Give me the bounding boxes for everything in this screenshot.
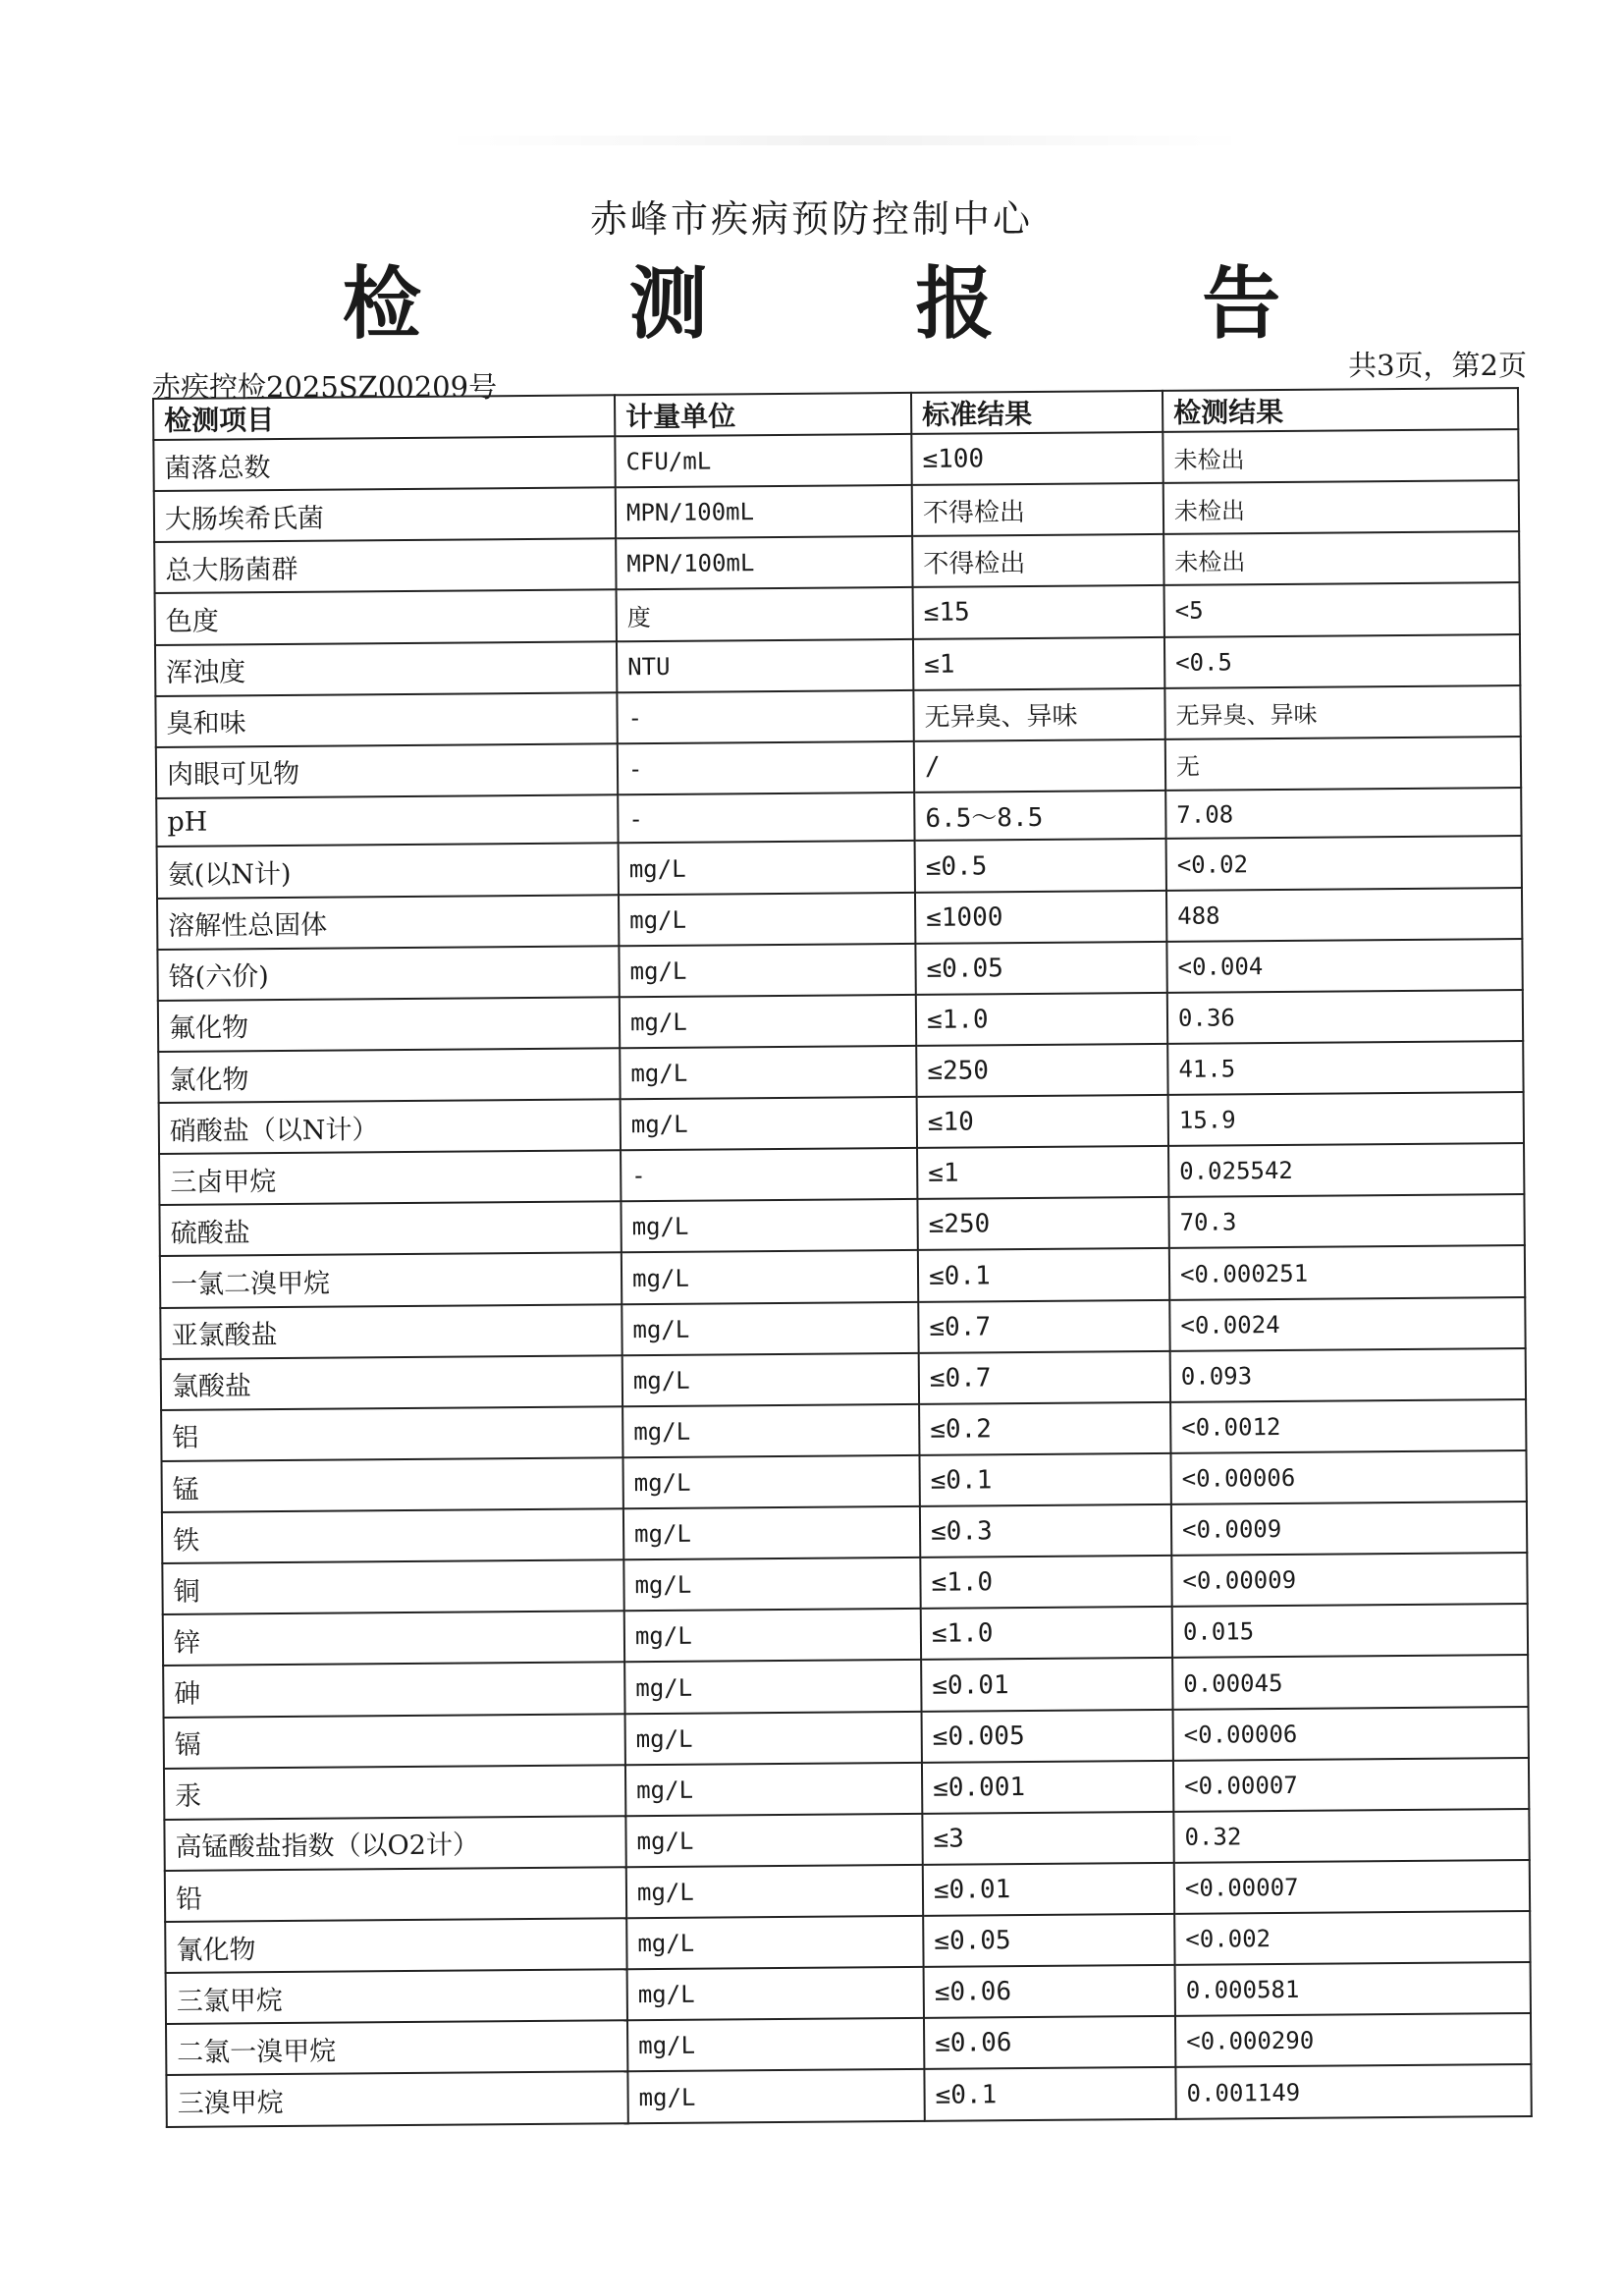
cell-result: 7.08 — [1165, 788, 1521, 839]
cell-item: 总大肠菌群 — [154, 539, 616, 594]
cell-result: <0.002 — [1174, 1911, 1530, 1965]
cell-standard: ≤1 — [913, 636, 1164, 689]
cell-item: 铝 — [161, 1406, 622, 1461]
page-indicator: 共3页，第2页 — [1348, 349, 1527, 382]
cell-result: <0.004 — [1166, 939, 1522, 993]
cell-standard: ≤0.2 — [919, 1402, 1170, 1455]
cell-standard: 不得检出 — [912, 483, 1163, 536]
cell-item: 亚氯酸盐 — [160, 1304, 622, 1359]
cell-result: <0.02 — [1166, 837, 1522, 891]
cell-item: 硫酸盐 — [159, 1202, 621, 1257]
table-row — [166, 2064, 1531, 2126]
cell-item: 汞 — [164, 1765, 625, 1820]
cell-unit: mg/L — [619, 893, 915, 946]
cell-item: 氰化物 — [165, 1918, 626, 1973]
cell-unit: MPN/100mL — [616, 536, 912, 589]
cell-result: <0.00009 — [1171, 1553, 1527, 1607]
cell-result: 无 — [1165, 737, 1521, 791]
cell-item: 铅 — [165, 1867, 626, 1922]
cell-unit: - — [618, 793, 914, 844]
cell-item: 氨(以N计) — [157, 844, 619, 899]
cell-result: 0.015 — [1172, 1604, 1528, 1658]
cell-result: <0.000251 — [1169, 1246, 1525, 1300]
cell-item: 大肠埃希氏菌 — [154, 487, 616, 542]
cell-unit: mg/L — [625, 1814, 922, 1867]
cell-result: 0.093 — [1170, 1348, 1526, 1402]
cell-result: 0.025542 — [1168, 1143, 1524, 1197]
cell-item: pH — [156, 794, 618, 847]
cell-result: <0.00006 — [1170, 1450, 1526, 1504]
cell-item: 锌 — [163, 1612, 624, 1667]
cell-item: 臭和味 — [155, 692, 617, 747]
cell-standard: ≤0.06 — [924, 1965, 1175, 2018]
cell-standard: ≤1000 — [915, 890, 1166, 943]
cell-unit: mg/L — [627, 1967, 924, 2020]
cell-standard: ≤1 — [917, 1146, 1168, 1199]
cell-result: <0.00007 — [1173, 1758, 1529, 1812]
organization-name: 赤峰市疾病预防控制中心 — [589, 197, 1033, 241]
cell-unit: - — [618, 741, 914, 794]
cell-unit: mg/L — [622, 1455, 919, 1508]
cell-unit: mg/L — [622, 1353, 919, 1406]
cell-standard: 不得检出 — [912, 534, 1163, 587]
cell-unit: mg/L — [626, 1916, 923, 1969]
cell-item: 肉眼可见物 — [156, 743, 618, 798]
cell-result: <0.0009 — [1171, 1502, 1527, 1556]
cell-unit: NTU — [617, 638, 913, 691]
cell-unit: mg/L — [621, 1199, 917, 1252]
cell-result: 0.00045 — [1172, 1656, 1528, 1710]
cell-result: 0.001149 — [1175, 2064, 1531, 2118]
cell-result: 41.5 — [1167, 1041, 1523, 1095]
cell-unit: mg/L — [625, 1763, 922, 1816]
cell-standard: ≤250 — [917, 1197, 1168, 1250]
cell-unit: mg/L — [623, 1506, 920, 1559]
scan-bleed-mark — [442, 136, 1247, 145]
cell-item: 铁 — [162, 1508, 623, 1563]
cell-unit: mg/L — [626, 1865, 923, 1918]
cell-item: 色度 — [155, 590, 617, 645]
header-unit: 计量单位 — [615, 393, 911, 436]
cell-result: 0.000581 — [1175, 1962, 1531, 2016]
cell-standard: ≤0.1 — [924, 2067, 1175, 2121]
cell-result: <0.0024 — [1169, 1297, 1525, 1351]
cell-item: 氯化物 — [158, 1048, 620, 1103]
cell-standard: ≤0.001 — [922, 1761, 1173, 1814]
report-number: 赤疾控检2025SZ00209号 — [152, 370, 498, 404]
cell-standard: ≤0.7 — [918, 1299, 1169, 1352]
cell-standard: ≤0.05 — [915, 942, 1166, 995]
cell-unit: mg/L — [620, 1046, 916, 1099]
cell-item: 菌落总数 — [153, 436, 615, 491]
table-body — [153, 429, 1531, 2127]
report-title: 检 测 报 告 — [342, 257, 1372, 350]
results-table — [152, 387, 1533, 2128]
cell-standard: ≤1.0 — [920, 1556, 1171, 1609]
cell-item: 铜 — [162, 1559, 623, 1614]
cell-unit: 度 — [617, 587, 913, 640]
cell-standard: ≤10 — [917, 1095, 1168, 1148]
cell-unit: mg/L — [627, 2069, 924, 2123]
cell-unit: mg/L — [621, 1097, 917, 1150]
cell-unit: mg/L — [619, 841, 915, 894]
cell-standard: ≤100 — [911, 432, 1163, 485]
cell-item: 氯酸盐 — [161, 1355, 622, 1410]
cell-unit: MPN/100mL — [616, 485, 912, 538]
cell-item: 高锰酸盐指数（以O2计） — [164, 1816, 625, 1871]
cell-standard: ≤0.1 — [919, 1453, 1170, 1506]
cell-result: 未检出 — [1163, 429, 1518, 483]
cell-standard: 6.5～8.5 — [914, 791, 1165, 842]
cell-result: 0.36 — [1167, 990, 1523, 1044]
header-result: 检测结果 — [1163, 388, 1518, 432]
cell-item: 浑浊度 — [155, 641, 617, 696]
cell-item: 砷 — [163, 1663, 624, 1718]
cell-standard: ≤0.3 — [920, 1504, 1171, 1558]
cell-result: 15.9 — [1168, 1092, 1524, 1146]
cell-result: 未检出 — [1163, 531, 1519, 585]
cell-item: 溶解性总固体 — [157, 895, 619, 950]
cell-result: <0.0012 — [1170, 1399, 1526, 1453]
cell-standard: ≤0.05 — [923, 1914, 1174, 1967]
cell-item: 三溴甲烷 — [166, 2072, 627, 2127]
cell-item: 硝酸盐（以N计） — [159, 1099, 621, 1154]
cell-item: 氟化物 — [158, 997, 620, 1052]
cell-unit: mg/L — [627, 2018, 924, 2071]
cell-result: <0.000290 — [1175, 2013, 1531, 2067]
cell-unit: mg/L — [625, 1711, 922, 1764]
header-standard: 标准结果 — [911, 391, 1163, 434]
cell-item: 三卤甲烷 — [159, 1150, 621, 1205]
cell-result: <5 — [1164, 582, 1520, 636]
cell-unit: CFU/mL — [615, 434, 911, 487]
cell-item: 三氯甲烷 — [166, 1969, 627, 2024]
cell-item: 铬(六价) — [157, 946, 619, 1001]
cell-unit: mg/L — [620, 995, 916, 1048]
cell-standard: ≤0.5 — [915, 839, 1166, 892]
cell-result: 未检出 — [1163, 480, 1519, 534]
cell-result: 无异臭、异味 — [1164, 685, 1520, 739]
header-item: 检测项目 — [153, 395, 615, 440]
cell-standard: ≤0.005 — [922, 1709, 1173, 1762]
cell-standard: ≤1.0 — [916, 993, 1167, 1046]
cell-standard: ≤3 — [922, 1812, 1173, 1865]
cell-result: <0.00006 — [1173, 1707, 1529, 1761]
cell-unit: mg/L — [622, 1404, 919, 1457]
cell-item: 锰 — [162, 1457, 623, 1512]
cell-standard: 无异臭、异味 — [913, 688, 1164, 741]
cell-standard: ≤0.01 — [923, 1863, 1174, 1916]
cell-standard: ≤15 — [913, 585, 1164, 638]
cell-item: 一氯二溴甲烷 — [160, 1253, 622, 1308]
cell-result: <0.5 — [1164, 634, 1520, 688]
cell-unit: - — [621, 1148, 917, 1201]
cell-unit: mg/L — [624, 1609, 921, 1662]
cell-unit: mg/L — [624, 1660, 921, 1713]
cell-result: 488 — [1166, 888, 1522, 942]
cell-result: 0.32 — [1173, 1809, 1529, 1863]
cell-item: 镉 — [164, 1714, 625, 1769]
cell-standard: ≤1.0 — [921, 1607, 1172, 1660]
cell-standard: / — [914, 739, 1165, 793]
cell-unit: mg/L — [622, 1250, 918, 1303]
cell-unit: mg/L — [623, 1558, 920, 1611]
cell-standard: ≤0.06 — [924, 2016, 1175, 2069]
cell-standard: ≤0.01 — [921, 1658, 1172, 1711]
cell-standard: ≤0.7 — [919, 1351, 1170, 1404]
cell-standard: ≤250 — [916, 1044, 1167, 1097]
cell-unit: mg/L — [622, 1301, 918, 1354]
cell-unit: - — [617, 690, 913, 743]
cell-standard: ≤0.1 — [918, 1248, 1169, 1301]
cell-result: <0.00007 — [1174, 1860, 1530, 1914]
cell-unit: mg/L — [619, 944, 915, 997]
cell-result: 70.3 — [1168, 1194, 1524, 1248]
cell-item: 二氯一溴甲烷 — [166, 2021, 627, 2076]
